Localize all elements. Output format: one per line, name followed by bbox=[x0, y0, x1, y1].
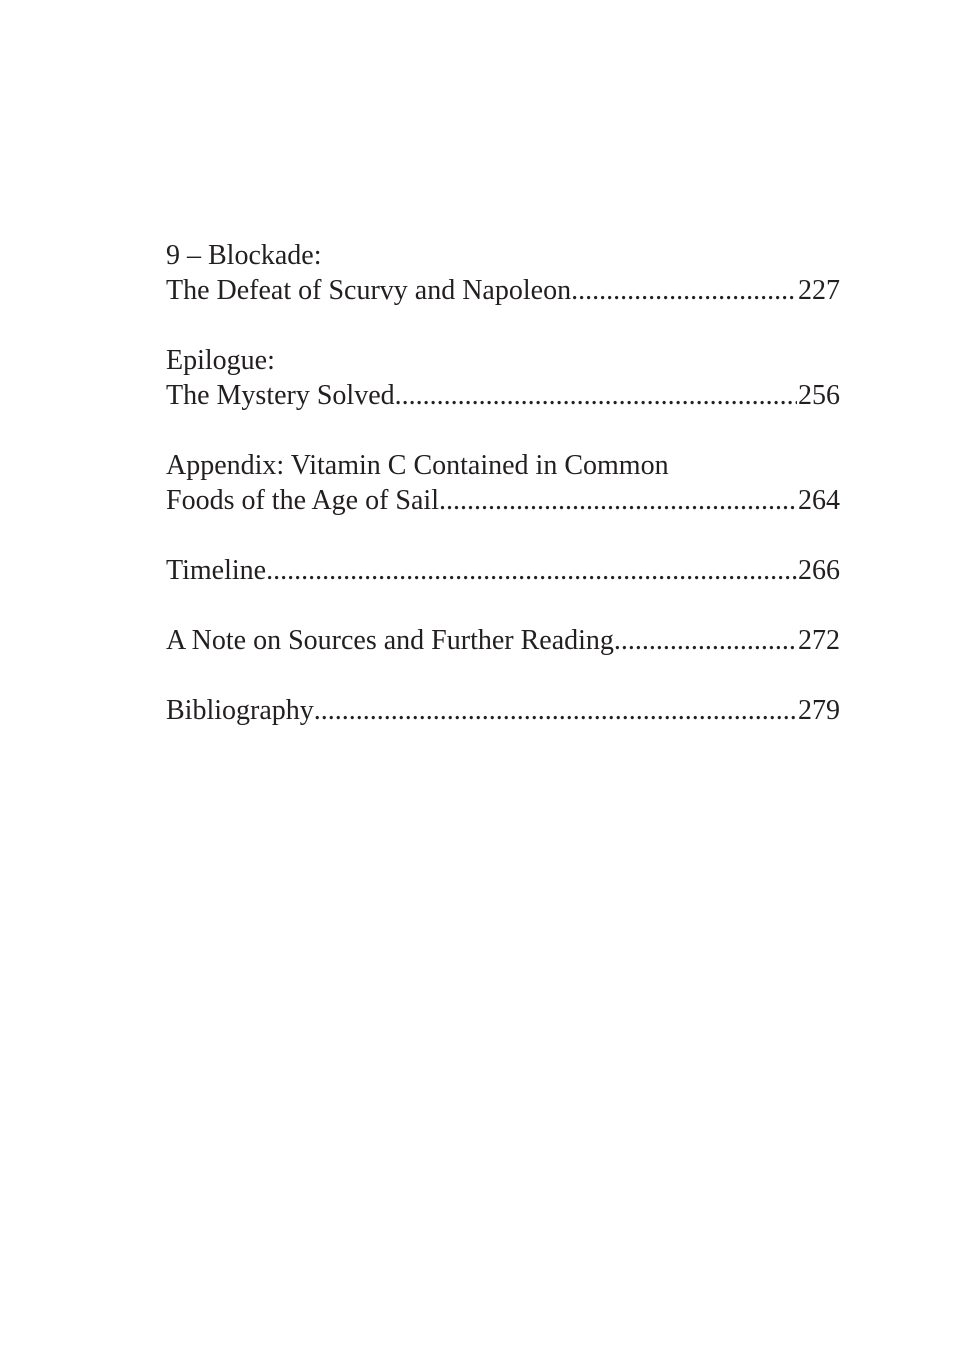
toc-entry-line bbox=[166, 693, 840, 728]
table-of-contents bbox=[166, 238, 840, 763]
toc-entry-title: Timeline bbox=[166, 555, 267, 586]
dot-leader bbox=[266, 553, 797, 588]
toc-entry-line bbox=[166, 623, 840, 658]
toc-page-number: 256 bbox=[798, 380, 840, 411]
toc-entry-blockade bbox=[166, 238, 840, 308]
toc-entry-sources bbox=[166, 623, 840, 658]
toc-entry-line bbox=[166, 273, 840, 308]
toc-entry-line bbox=[166, 553, 840, 588]
toc-page-number: 264 bbox=[798, 485, 840, 516]
toc-entry-heading: Epilogue: bbox=[166, 345, 275, 376]
toc-entry-epilogue bbox=[166, 343, 840, 413]
toc-entry-heading: Appendix: Vitamin C Contained in Common bbox=[166, 450, 669, 481]
dot-leader bbox=[314, 693, 797, 728]
dot-leader bbox=[614, 623, 797, 658]
dot-leader bbox=[395, 378, 797, 413]
toc-entry-bibliography bbox=[166, 693, 840, 728]
toc-entry-title: A Note on Sources and Further Reading bbox=[166, 625, 614, 656]
toc-page-number: 272 bbox=[798, 625, 840, 656]
toc-entry-title: Bibliography bbox=[166, 695, 314, 726]
toc-page-number: 279 bbox=[798, 695, 840, 726]
toc-entry-title: The Defeat of Scurvy and Napoleon bbox=[166, 275, 572, 306]
toc-page-number: 227 bbox=[798, 275, 840, 306]
toc-entry-line bbox=[166, 483, 840, 518]
toc-entry-timeline bbox=[166, 553, 840, 588]
dot-leader bbox=[439, 483, 797, 518]
toc-entry-title: Foods of the Age of Sail bbox=[166, 485, 439, 516]
toc-entry-line bbox=[166, 378, 840, 413]
toc-entry-title: The Mystery Solved bbox=[166, 380, 395, 411]
toc-page-number: 266 bbox=[798, 555, 840, 586]
toc-entry-appendix bbox=[166, 448, 840, 518]
dot-leader bbox=[571, 273, 797, 308]
toc-entry-heading: 9 – Blockade: bbox=[166, 240, 322, 271]
